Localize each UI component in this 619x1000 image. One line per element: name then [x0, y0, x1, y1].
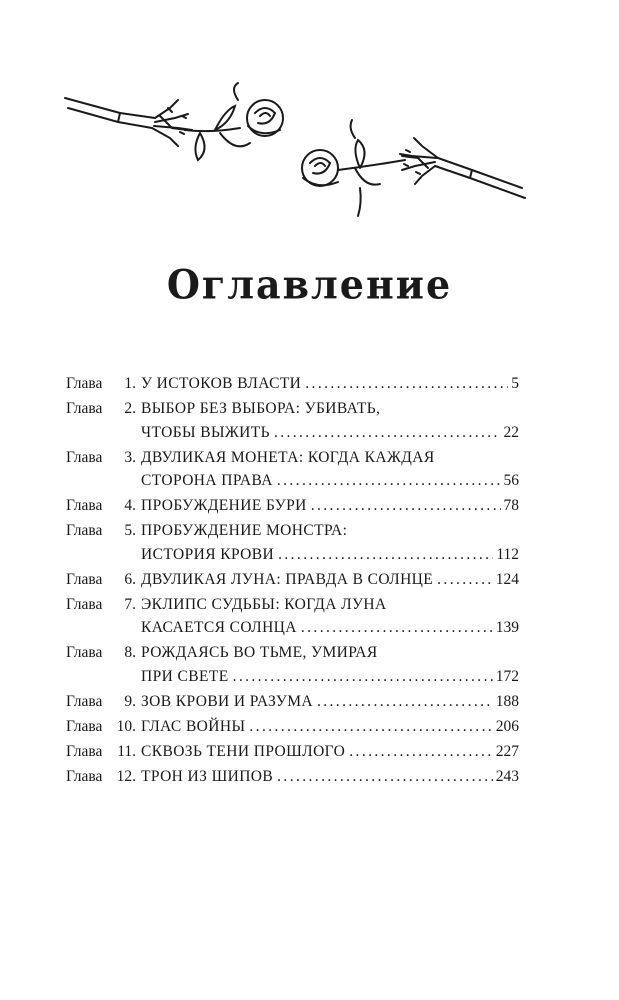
table-of-contents	[66, 372, 519, 790]
chapter-prefix: Глава	[66, 448, 103, 466]
dot-leader	[277, 469, 501, 493]
dot-leader	[305, 372, 508, 396]
toc-entry[interactable]	[66, 690, 519, 714]
toc-entry[interactable]	[66, 372, 519, 396]
page-number: 22	[503, 423, 519, 441]
chapter-number: 9.	[124, 692, 136, 710]
toc-entry[interactable]	[66, 446, 519, 493]
dot-leader	[349, 740, 492, 764]
chapter-number: 2.	[124, 400, 136, 417]
chapter-title: ПРИ СВЕТЕ	[141, 667, 229, 685]
dot-leader	[274, 421, 501, 445]
toc-entry[interactable]	[66, 715, 519, 739]
chapter-title: СКВОЗЬ ТЕНИ ПРОШЛОГО	[141, 742, 346, 760]
chapter-title: У ИСТОКОВ ВЛАСТИ	[141, 375, 302, 392]
chapter-title: ИСТОРИЯ КРОВИ	[141, 545, 275, 563]
chapter-title: СТОРОНА ПРАВА	[141, 472, 273, 489]
page-number: 172	[495, 667, 519, 685]
dot-leader	[311, 494, 501, 518]
chapter-number: 3.	[124, 448, 136, 466]
chapter-title: ПРОБУЖДЕНИЕ БУРИ	[141, 497, 307, 514]
page-number: 227	[495, 742, 519, 760]
chapter-prefix: Глава	[66, 375, 103, 392]
dot-leader	[278, 543, 493, 567]
dot-leader	[277, 765, 493, 789]
toc-entry[interactable]	[66, 641, 519, 688]
chapter-prefix: Глава	[66, 400, 103, 417]
dot-leader	[437, 568, 493, 592]
chapter-prefix: Глава	[66, 742, 103, 760]
chapter-number: 10.	[116, 717, 136, 735]
chapter-prefix: Глава	[66, 767, 103, 785]
dot-leader	[249, 715, 492, 739]
chapter-number: 1.	[124, 375, 136, 392]
dot-leader	[317, 690, 493, 714]
page-number: 112	[496, 545, 519, 563]
chapter-title-line: ДВУЛИКАЯ МОНЕТА: КОГДА КАЖДАЯ	[141, 448, 435, 466]
left-skeleton-hand-icon	[65, 98, 192, 146]
dot-leader	[233, 665, 493, 689]
chapter-number: 12.	[116, 767, 136, 785]
page-number: 56	[503, 472, 519, 489]
toc-entry[interactable]	[66, 740, 519, 764]
chapter-prefix: Глава	[66, 717, 103, 735]
page-number: 139	[495, 619, 519, 636]
chapter-number: 7.	[124, 595, 136, 613]
chapter-number: 5.	[124, 522, 136, 539]
page-number: 243	[495, 767, 519, 785]
dot-leader	[301, 616, 493, 640]
chapter-number: 6.	[124, 570, 136, 588]
chapter-prefix: Глава	[66, 570, 103, 588]
page-number: 5	[511, 375, 519, 392]
right-rose-icon	[302, 120, 405, 216]
page-number: 206	[495, 717, 519, 735]
toc-entry[interactable]	[66, 519, 519, 566]
page-title: Оглавление	[166, 260, 453, 309]
page-number: 188	[495, 692, 519, 710]
chapter-title: ТРОН ИЗ ШИПОВ	[141, 767, 274, 785]
toc-entry[interactable]	[66, 494, 519, 518]
chapter-title: КАСАЕТСЯ СОЛНЦА	[141, 619, 297, 636]
chapter-title-line: ВЫБОР БЕЗ ВЫБОРА: УБИВАТЬ,	[141, 400, 381, 417]
page-number: 78	[503, 497, 519, 514]
chapter-title: ДВУЛИКАЯ ЛУНА: ПРАВДА В СОЛНЦЕ	[141, 570, 434, 588]
chapter-prefix: Глава	[66, 522, 103, 539]
chapter-title: ГЛАС ВОЙНЫ	[141, 717, 246, 735]
chapter-prefix: Глава	[66, 644, 103, 661]
skeleton-hands-roses-ornament	[60, 78, 530, 228]
chapter-title: ЗОВ КРОВИ И РАЗУМА	[141, 692, 313, 710]
chapter-prefix: Глава	[66, 595, 103, 613]
chapter-title-line: ПРОБУЖДЕНИЕ МОНСТРА:	[141, 522, 348, 539]
right-skeleton-hand-icon	[400, 138, 525, 198]
chapter-prefix: Глава	[66, 497, 103, 514]
toc-entry[interactable]	[66, 568, 519, 592]
chapter-title-line: ЭКЛИПС СУДЬБЫ: КОГДА ЛУНА	[141, 595, 387, 613]
chapter-title: ЧТОБЫ ВЫЖИТЬ	[141, 423, 270, 441]
toc-entry[interactable]	[66, 765, 519, 789]
page-number: 124	[495, 570, 519, 588]
chapter-prefix: Глава	[66, 692, 103, 710]
left-rose-icon	[185, 83, 283, 160]
toc-entry[interactable]	[66, 397, 519, 444]
toc-entry[interactable]	[66, 593, 519, 640]
chapter-number: 8.	[124, 644, 136, 661]
chapter-number: 4.	[124, 497, 136, 514]
chapter-number: 11.	[117, 742, 136, 760]
chapter-title-line: РОЖДАЯСЬ ВО ТЬМЕ, УМИРАЯ	[141, 644, 378, 661]
